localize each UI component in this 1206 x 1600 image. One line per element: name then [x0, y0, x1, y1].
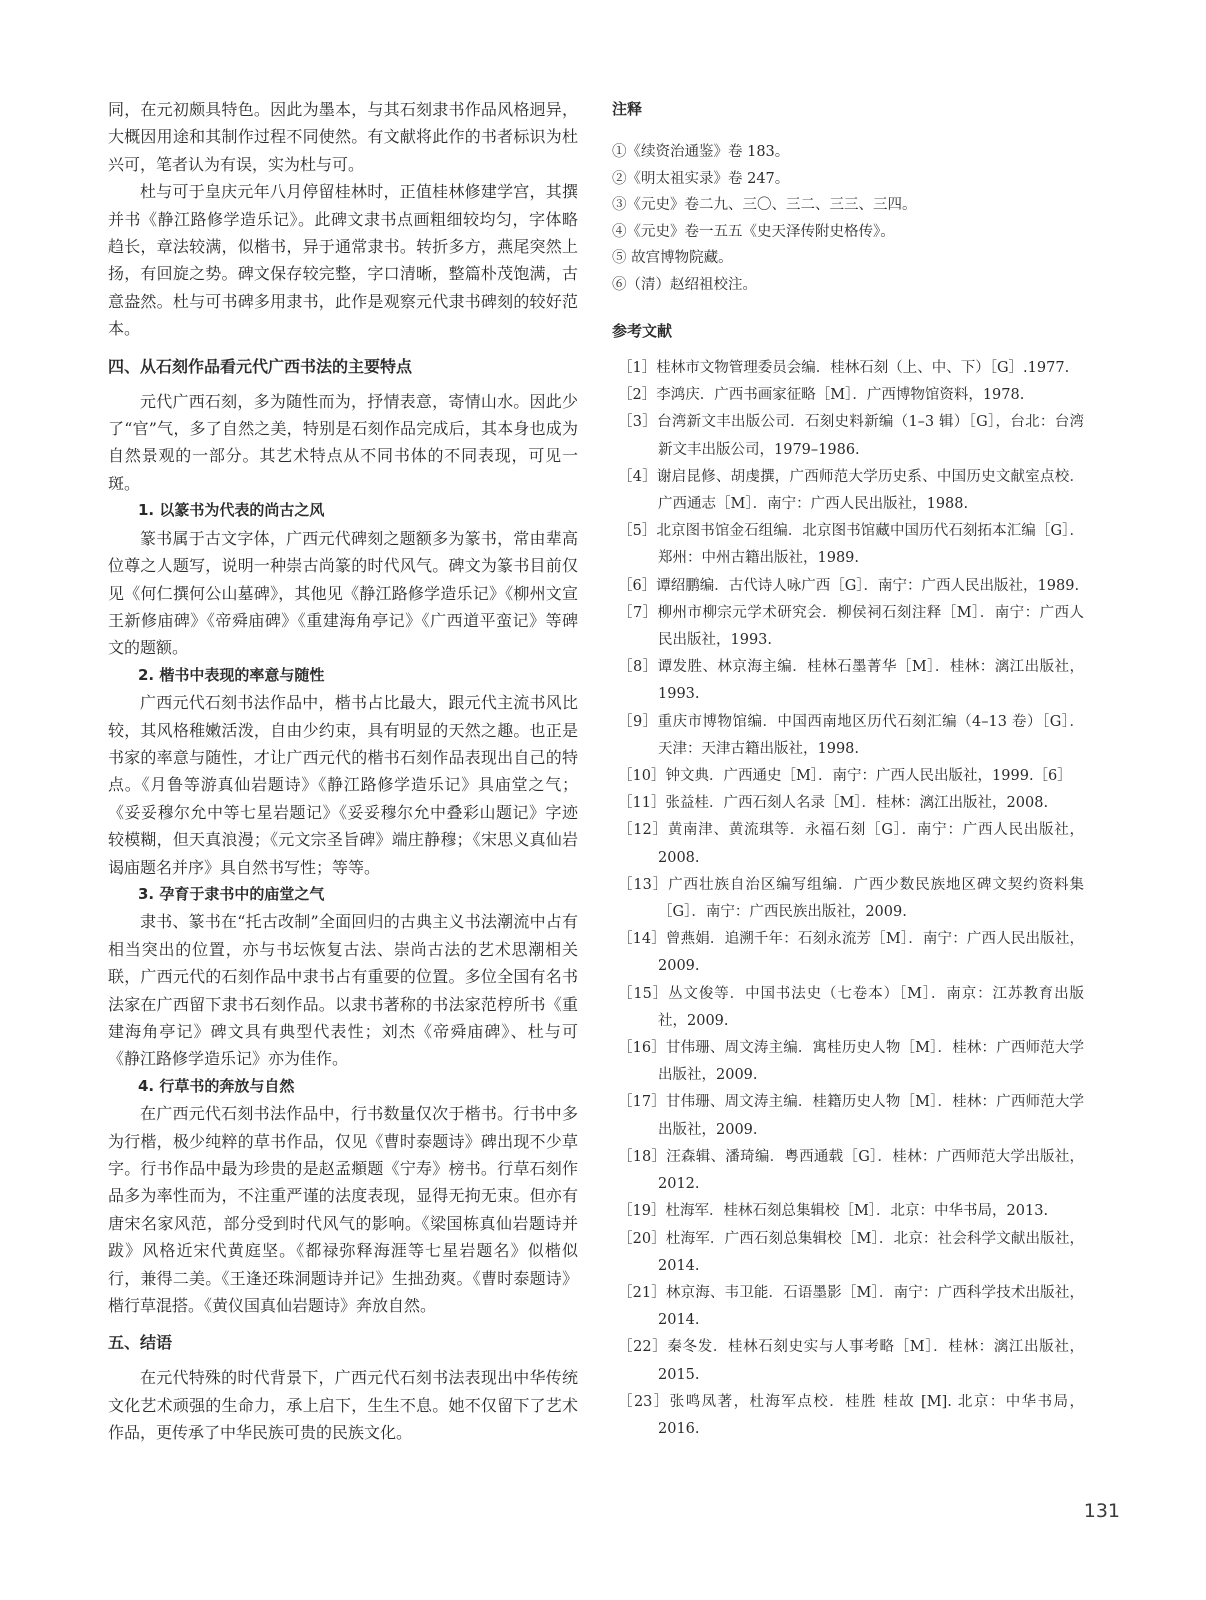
references-title: 参考文献: [612, 322, 673, 340]
subheading-4: 4. 行草书的奔放与自然: [138, 1076, 295, 1095]
paragraph: 同，在元初颇具特色。因此为墨本，与其石刻隶书作品风格迥异，大概因用途和其制作过程不同使然。有文献将此作的书者标识为杜兴可，笔者认为有误，实为杜与可。: [108, 100, 578, 174]
section-heading-5: 五、结语: [108, 1333, 173, 1353]
reference-item: ［18］汪森辑、潘琦编．粤西通载［G］．桂林：广西师范大学出版社，2012.: [618, 1148, 1084, 1193]
reference-item: ［13］广西壮族自治区编写组编．广西少数民族地区碑文契约资料集［G］．南宁：广西民族出版社，2009.: [618, 876, 1084, 921]
reference-item: ［4］谢启昆修、胡虔撰，广西师范大学历史系、中国历史文献室点校．广西通志［M］．南宁：广西人民出版社，1988.: [618, 468, 1084, 513]
paragraph: 在广西元代石刻书法作品中，行书数量仅次于楷书。行书中多为行楷，极少纯粹的草书作品，仅见《曹时泰题诗》碑出现不少草字。行书作品中最为珍贵的是赵孟頫题《宁寿》榜书。行草石刻作品多为率性而为，不注重严谨的法度表现，显得无拘无束。但亦有唐宋名家风范，部分受到时代风气的影响。《梁国栋真仙岩题诗并跋》风格近宋代黄庭坚。《都禄弥释海涯等七星岩题名》似楷似行，兼得二美。《王逢还珠洞题诗并记》生拙劲爽。《曹时泰题诗》楷行草混搭。《黄仪国真仙岩题诗》奔放自然。: [108, 1104, 578, 1316]
note-item: ⑥（清）赵绍祖校注。: [612, 276, 757, 293]
note-item: ④《元史》卷一五五《史天泽传附史格传》。: [612, 223, 895, 240]
page-number: 131: [1083, 1500, 1120, 1522]
reference-item: ［10］钟文典．广西通史［M］．南宁：广西人民出版社，1999.［6］: [618, 768, 1072, 785]
reference-item: ［14］曾燕娟．追溯千年：石刻永流芳［M］．南宁：广西人民出版社，2009.: [618, 931, 1084, 975]
reference-item: ［23］张鸣凤著，杜海军点校．桂胜 桂故 [M]. 北京：中华书局，2016.: [618, 1393, 1084, 1437]
reference-item: ［20］杜海军．广西石刻总集辑校［M］．北京：社会科学文献出版社，2014.: [618, 1230, 1084, 1274]
references-list: [612, 355, 1084, 1443]
subheading-1: 1. 以篆书为代表的尚古之风: [138, 501, 325, 520]
paragraph: 隶书、篆书在“托古改制”全面回归的古典主义书法潮流中占有相当突出的位置，亦与书坛恢复古法、崇尚古法的艺术思潮相关联，广西元代的石刻作品中隶书占有重要的位置。多位全国有名书法家在广西留下隶书石刻作品。以隶书著称的书法家范梈所书《重建海角亭记》碑文具有典型代表性；刘杰《帝舜庙碑》、杜与可《静江路修学造乐记》亦为佳作。: [108, 912, 578, 1069]
paragraph: 篆书属于古文字体，广西元代碑刻之题额多为篆书，常由辈高位尊之人题写，说明一种崇古尚篆的时代风气。碑文为篆书目前仅见《何仁撰何公山墓碑》，其他见《静江路修学造乐记》《柳州文宣王新修庙碑》《帝舜庙碑》《重建海角亭记》《广西道平蛮记》等碑文的题额。: [108, 528, 578, 658]
reference-item: ［12］黄南津、黄流琪等．永福石刻［G］．南宁：广西人民出版社，2008.: [618, 822, 1084, 866]
note-item: ①《续资治通鉴》卷 183。: [612, 144, 790, 160]
reference-item: ［2］李鸿庆．广西书画家征略［M］．广西博物馆资料，1978.: [618, 387, 1025, 404]
notes-title: 注释: [612, 100, 643, 118]
reference-item: ［3］台湾新文丰出版公司．石刻史料新编（1–3 辑）［G］，台北：台湾新文丰出版公司，1979–1986.: [618, 414, 1084, 458]
paragraph: 元代广西石刻，多为随性而为，抒情表意，寄情山水。因此少了“官”气，多了自然之美，特别是石刻作品完成后，其本身也成为自然景观的一部分。其艺术特点从不同书体的不同表现，可见一斑。: [108, 391, 578, 493]
subheading-3: 3. 孕育于隶书中的庙堂之气: [138, 884, 325, 903]
reference-item: ［21］林京海、韦卫能．石语墨影［M］．南宁：广西科学技术出版社，2014.: [618, 1284, 1084, 1329]
reference-item: ［11］张益桂．广西石刻人名录［M］．桂林：漓江出版社，2008.: [618, 795, 1049, 812]
paragraph: 在元代特殊的时代背景下，广西元代石刻书法表现出中华传统文化艺术顽强的生命力，承上启下，生生不息。她不仅留下了艺术作品，更传承了中华民族可贵的民族文化。: [108, 1368, 578, 1443]
left-column: [108, 96, 578, 1447]
note-item: ③《元史》卷二九、三〇、三二、三三、三四。: [612, 197, 917, 213]
reference-item: ［17］甘伟珊、周文涛主编．桂籍历史人物［M］．桂林：广西师范大学出版社，2009.: [618, 1094, 1084, 1138]
reference-item: ［1］桂林市文物管理委员会编．桂林石刻（上、中、下）［G］.1977.: [618, 360, 1070, 376]
reference-item: ［5］北京图书馆金石组编．北京图书馆藏中国历代石刻拓本汇编［G］．郑州：中州古籍出版社，1989.: [618, 523, 1084, 567]
subheading-2: 2. 楷书中表现的率意与随性: [138, 665, 325, 684]
reference-item: ［16］甘伟珊、周文涛主编．寓桂历史人物［M］．桂林：广西师范大学出版社，2009.: [618, 1040, 1084, 1084]
paragraph: 杜与可于皇庆元年八月停留桂林时，正值桂林修建学宫，其撰并书《静江路修学造乐记》。此碑文隶书点画粗细较均匀，字体略趋长，章法较满，似楷书，异于通常隶书。转折多方，燕尾突然上扬，有回旋之势。碑文保存较完整，字口清晰，整篇朴茂饱满，古意盎然。杜与可书碑多用隶书，此作是观察元代隶书碑刻的较好范本。: [108, 182, 578, 339]
paragraph: 广西元代石刻书法作品中，楷书占比最大，跟元代主流书风比较，其风格稚嫩活泼，自由少约束，具有明显的天然之趣。也正是书家的率意与随性，才让广西元代的楷书石刻作品表现出自己的特点。《月鲁等游真仙岩题诗》《静江路修学造乐记》具庙堂之气；《妥妥穆尔允中等七星岩题记》《妥妥穆尔允中叠彩山题记》字迹较模糊，但天真浪漫；《元文宗圣旨碑》端庄静穆；《宋思义真仙岩谒庙题名并序》具自然书写性；等等。: [108, 693, 578, 877]
note-item: ⑤ 故宫博物院藏。: [612, 250, 733, 266]
reference-item: ［8］谭发胜、林京海主编．桂林石墨菁华［M］．桂林：漓江出版社，1993.: [618, 659, 1084, 703]
reference-item: ［9］重庆市博物馆编．中国西南地区历代石刻汇编（4–13 卷）［G］．天津：天津古籍出版社，1998.: [618, 713, 1084, 757]
reference-item: ［19］杜海军．桂林石刻总集辑校［M］．北京：中华书局，2013.: [618, 1203, 1049, 1220]
reference-item: ［22］秦冬发．桂林石刻史实与人事考略［M］．桂林：漓江出版社，2015.: [618, 1339, 1084, 1383]
right-column: [612, 96, 1084, 1443]
reference-item: ［6］谭绍鹏编．古代诗人咏广西［G］．南宁：广西人民出版社，1989.: [618, 577, 1080, 594]
notes-list: [612, 139, 1084, 298]
reference-item: ［7］柳州市柳宗元学术研究会．柳侯祠石刻注释［M］．南宁：广西人民出版社，1993.: [618, 604, 1084, 649]
section-heading-4: 四、从石刻作品看元代广西书法的主要特点: [108, 356, 413, 376]
note-item: ②《明太祖实录》卷 247。: [612, 170, 790, 187]
reference-item: ［15］丛文俊等．中国书法史（七卷本）［M］．南京：江苏教育出版社，2009.: [618, 985, 1084, 1029]
